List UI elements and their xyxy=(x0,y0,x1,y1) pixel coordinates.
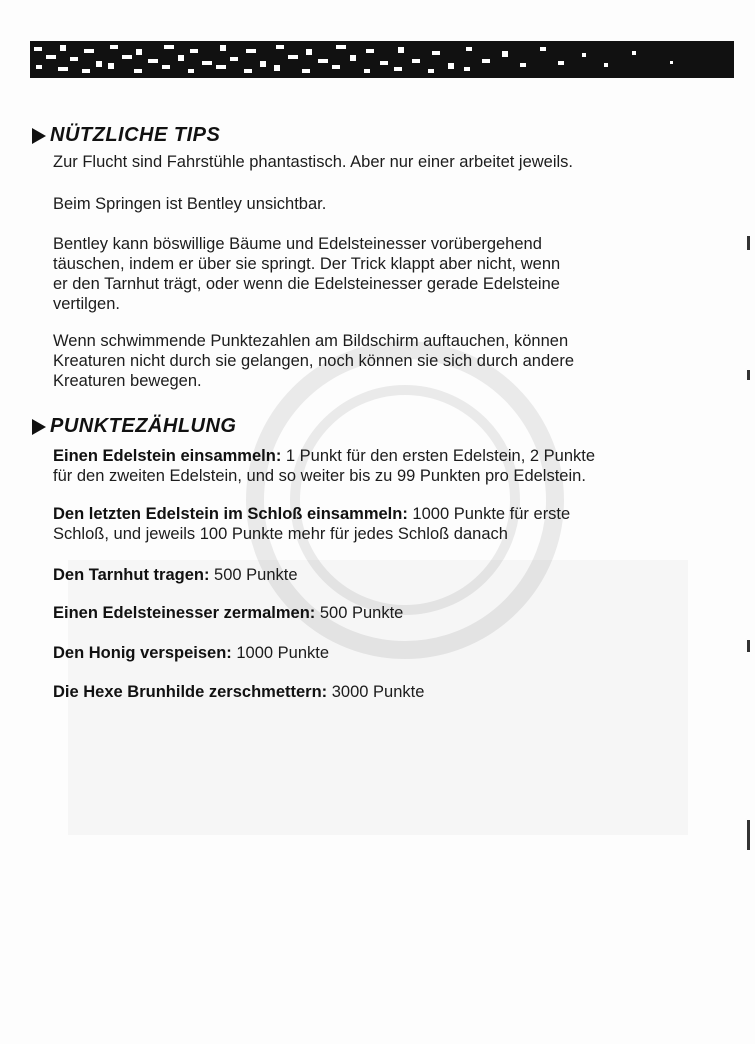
score-item-text: 500 Punkte xyxy=(315,604,404,622)
scan-edge-mark xyxy=(747,236,750,250)
scan-edge-mark xyxy=(747,370,750,380)
tip-line: Kreaturen bewegen. xyxy=(53,372,202,390)
tips-section-heading-row xyxy=(32,124,220,147)
score-item-text: 500 Punkte xyxy=(209,566,298,584)
tip-line: Wenn schwimmende Punktezahlen am Bildschirm auftauchen, können xyxy=(53,332,569,350)
tip-paragraph-1 xyxy=(53,152,703,172)
scoring-section-heading-row xyxy=(32,415,237,438)
arrow-icon xyxy=(32,128,46,144)
score-item-label: Den letzten Edelstein im Schloß einsammeln: xyxy=(53,505,408,523)
score-item-text: für den zweiten Edelstein, und so weiter bis zu 99 Punkten pro Edelstein. xyxy=(53,467,586,485)
score-item-last-gem xyxy=(53,504,703,544)
scoring-heading xyxy=(32,415,237,438)
tip-line: vertilgen. xyxy=(53,295,120,313)
tip-line: Beim Springen ist Bentley unsichtbar. xyxy=(53,195,327,213)
score-item-honey xyxy=(53,643,703,663)
header-pattern-bar xyxy=(30,41,734,78)
tips-heading xyxy=(32,124,220,147)
scan-edge-mark xyxy=(747,820,750,850)
scan-edge-mark xyxy=(747,640,750,652)
score-item-label: Die Hexe Brunhilde zerschmettern: xyxy=(53,683,328,701)
arrow-icon xyxy=(32,419,46,435)
score-item-label: Den Honig verspeisen: xyxy=(53,644,232,662)
tips-heading-text: NÜTZLICHE TIPS xyxy=(50,124,221,146)
tip-paragraph-2 xyxy=(53,194,703,214)
tip-paragraph-3 xyxy=(53,234,703,314)
tip-line: Bentley kann böswillige Bäume und Edelsteinesser vorübergehend xyxy=(53,235,542,253)
tip-line: täuschen, indem er über sie springt. Der Trick klappt aber nicht, wenn xyxy=(53,255,561,273)
score-item-gem-eater xyxy=(53,603,703,623)
score-item-label: Einen Edelstein einsammeln: xyxy=(53,447,282,465)
tip-paragraph-4 xyxy=(53,331,703,391)
score-item-label: Einen Edelsteinesser zermalmen: xyxy=(53,604,316,622)
score-item-label: Den Tarnhut tragen: xyxy=(53,566,210,584)
score-item-text: 1000 Punkte xyxy=(231,644,330,662)
checker-pattern-graphic xyxy=(30,41,734,78)
score-item-text: Schloß, und jeweils 100 Punkte mehr für jedes Schloß danach xyxy=(53,525,508,543)
score-item-hat xyxy=(53,565,703,585)
score-item-text: 1000 Punkte für erste xyxy=(407,505,571,523)
score-item-text: 3000 Punkte xyxy=(327,683,425,701)
score-item-gem xyxy=(53,446,703,486)
score-item-text: 1 Punkt für den ersten Edelstein, 2 Punkte xyxy=(281,447,596,465)
tip-line: Zur Flucht sind Fahrstühle phantastisch. Aber nur einer arbeitet jeweils. xyxy=(53,153,574,171)
scoring-heading-text: PUNKTEZÄHLUNG xyxy=(50,415,237,437)
tip-line: er den Tarnhut trägt, oder wenn die Edelsteinesser gerade Edelsteine xyxy=(53,275,560,293)
tip-line: Kreaturen nicht durch sie gelangen, noch können sie sich durch andere xyxy=(53,352,575,370)
score-item-witch xyxy=(53,682,703,702)
